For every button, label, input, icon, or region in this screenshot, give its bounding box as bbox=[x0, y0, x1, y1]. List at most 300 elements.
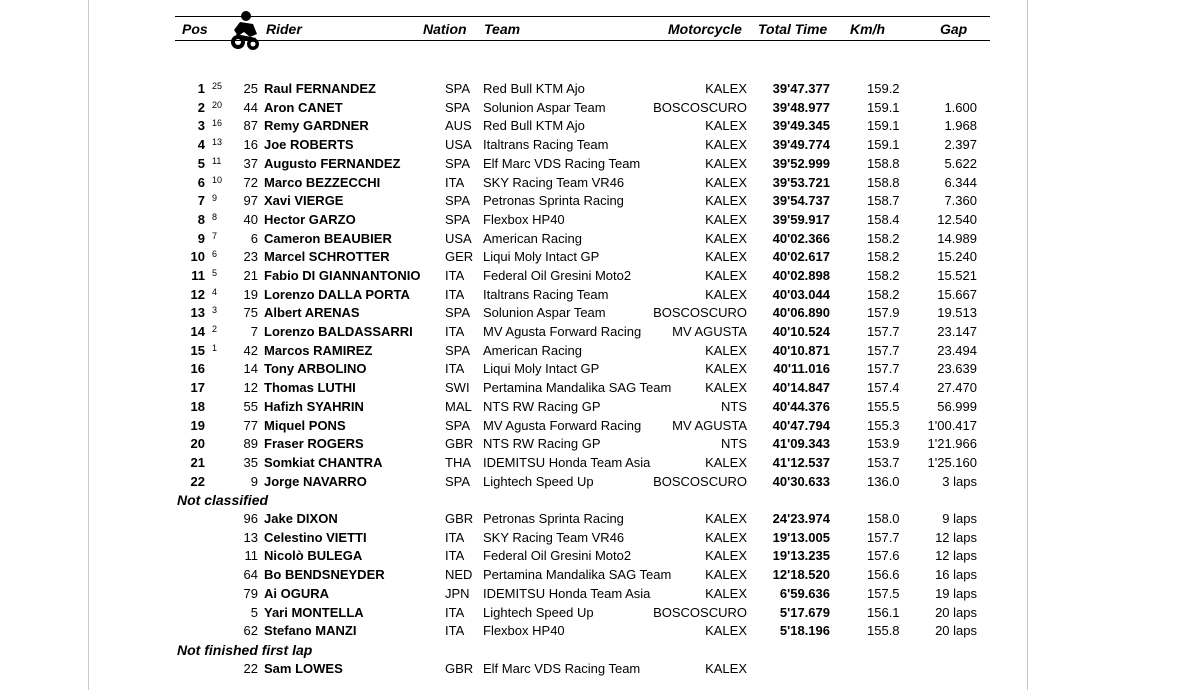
team: MV Agusta Forward Racing bbox=[483, 418, 642, 433]
speed-kmh: 157.7 bbox=[867, 361, 900, 376]
result-row bbox=[175, 604, 990, 622]
total-time: 39'52.999 bbox=[772, 156, 830, 171]
gap: 15.240 bbox=[937, 249, 977, 264]
nation: ITA bbox=[445, 361, 465, 376]
motorcycle: BOSCOSCURO bbox=[653, 305, 747, 320]
total-time: 40'11.016 bbox=[773, 361, 830, 376]
rider-number: 64 bbox=[243, 567, 258, 582]
gap: 14.989 bbox=[937, 231, 977, 246]
result-row bbox=[175, 267, 990, 285]
gap: 15.521 bbox=[937, 268, 977, 283]
header-rule-top bbox=[175, 16, 990, 17]
nation: AUS bbox=[445, 118, 472, 133]
speed-kmh: 158.2 bbox=[867, 268, 900, 283]
result-row bbox=[175, 660, 990, 678]
rider-name: Xavi VIERGE bbox=[264, 193, 344, 208]
rider-number: 79 bbox=[243, 586, 258, 601]
nation: SPA bbox=[445, 81, 471, 96]
nation: SPA bbox=[445, 343, 471, 358]
team: Italtrans Racing Team bbox=[483, 137, 609, 152]
points: 13 bbox=[212, 137, 223, 147]
header-total-time: Total Time bbox=[758, 21, 828, 37]
speed-kmh: 136.0 bbox=[867, 474, 900, 489]
points: 8 bbox=[212, 212, 218, 222]
result-row bbox=[175, 379, 990, 397]
motorcycle: KALEX bbox=[705, 530, 747, 545]
nation: MAL bbox=[445, 399, 472, 414]
total-time: 39'49.774 bbox=[772, 137, 830, 152]
rider-number: 96 bbox=[243, 511, 258, 526]
position: 5 bbox=[197, 156, 205, 171]
motorcycle: KALEX bbox=[705, 81, 747, 96]
motorcycle: KALEX bbox=[705, 268, 747, 283]
result-row bbox=[175, 398, 990, 416]
nation: ITA bbox=[445, 548, 465, 563]
team: SKY Racing Team VR46 bbox=[483, 175, 625, 190]
nation: ITA bbox=[445, 175, 465, 190]
nation: USA bbox=[445, 231, 472, 246]
points: 4 bbox=[212, 287, 218, 297]
speed-kmh: 157.9 bbox=[867, 305, 900, 320]
rider-number: 5 bbox=[250, 605, 258, 620]
position: 14 bbox=[190, 324, 205, 339]
gap: 23.147 bbox=[937, 324, 977, 339]
team: NTS RW Racing GP bbox=[483, 436, 601, 451]
nation: SPA bbox=[445, 418, 471, 433]
gap: 16 laps bbox=[935, 567, 977, 582]
points: 5 bbox=[212, 268, 218, 278]
total-time: 41'12.537 bbox=[772, 455, 830, 470]
points: 3 bbox=[212, 305, 218, 315]
motorcycle: KALEX bbox=[705, 548, 747, 563]
total-time: 40'47.794 bbox=[772, 418, 830, 433]
result-row bbox=[175, 286, 990, 304]
rider-number: 40 bbox=[243, 212, 258, 227]
gap: 1.968 bbox=[944, 118, 977, 133]
points: 16 bbox=[212, 118, 223, 128]
section-not-classified: Not classified bbox=[177, 492, 269, 508]
nation: SPA bbox=[445, 156, 471, 171]
position: 18 bbox=[190, 399, 205, 414]
speed-kmh: 157.4 bbox=[867, 380, 900, 395]
nation: GBR bbox=[445, 511, 474, 526]
rider-number: 97 bbox=[243, 193, 258, 208]
header-nation: Nation bbox=[423, 21, 467, 37]
nation: ITA bbox=[445, 530, 465, 545]
speed-kmh: 155.3 bbox=[867, 418, 900, 433]
position: 6 bbox=[197, 175, 205, 190]
gap: 12 laps bbox=[935, 548, 977, 563]
rider-number: 44 bbox=[243, 100, 258, 115]
rider-name: Augusto FERNANDEZ bbox=[264, 156, 401, 171]
rider-name: Hector GARZO bbox=[264, 212, 356, 227]
nation: THA bbox=[445, 455, 471, 470]
team: SKY Racing Team VR46 bbox=[483, 530, 625, 545]
speed-kmh: 158.8 bbox=[867, 175, 900, 190]
result-row bbox=[175, 230, 990, 248]
rider-name: Sam LOWES bbox=[264, 661, 343, 676]
total-time: 40'30.633 bbox=[772, 474, 830, 489]
points: 7 bbox=[212, 231, 218, 241]
points: 1 bbox=[212, 343, 218, 353]
rider-number: 22 bbox=[243, 661, 258, 676]
gap: 20 laps bbox=[935, 623, 977, 638]
rider-number: 37 bbox=[243, 156, 258, 171]
total-time: 6'59.636 bbox=[779, 586, 830, 601]
rider-number: 35 bbox=[243, 455, 258, 470]
team: Red Bull KTM Ajo bbox=[483, 81, 585, 96]
header-rule-bottom bbox=[175, 40, 990, 41]
rider-number: 14 bbox=[243, 361, 258, 376]
rider-name: Lorenzo DALLA PORTA bbox=[264, 287, 410, 302]
header-gap: Gap bbox=[940, 21, 968, 37]
team: Flexbox HP40 bbox=[483, 623, 565, 638]
team: American Racing bbox=[483, 343, 582, 358]
result-row bbox=[175, 80, 990, 98]
points: 11 bbox=[212, 156, 222, 166]
result-row bbox=[175, 417, 990, 435]
motorcycle: KALEX bbox=[705, 343, 747, 358]
total-time: 39'53.721 bbox=[772, 175, 830, 190]
rider-name: Ai OGURA bbox=[264, 586, 329, 601]
gap: 20 laps bbox=[935, 605, 977, 620]
rider-number: 21 bbox=[243, 268, 258, 283]
gap: 3 laps bbox=[942, 474, 977, 489]
motorcycle: MV AGUSTA bbox=[672, 418, 747, 433]
team: Federal Oil Gresini Moto2 bbox=[483, 548, 632, 563]
result-row bbox=[175, 435, 990, 453]
team: Pertamina Mandalika SAG Team bbox=[483, 567, 672, 582]
speed-kmh: 157.7 bbox=[867, 343, 900, 358]
header-motorcycle: Motorcycle bbox=[668, 21, 742, 37]
position: 17 bbox=[190, 380, 205, 395]
rider-name: Bo BENDSNEYDER bbox=[264, 567, 385, 582]
position: 12 bbox=[190, 287, 205, 302]
rider-number: 11 bbox=[244, 548, 258, 563]
result-row bbox=[175, 360, 990, 378]
speed-kmh: 158.7 bbox=[867, 193, 900, 208]
result-row bbox=[175, 342, 990, 360]
motorcycle: NTS bbox=[721, 399, 747, 414]
speed-kmh: 153.7 bbox=[867, 455, 900, 470]
rider-name: Nicolò BULEGA bbox=[264, 548, 363, 563]
total-time: 40'06.890 bbox=[772, 305, 830, 320]
rider-name: Jorge NAVARRO bbox=[264, 474, 367, 489]
result-row bbox=[175, 566, 990, 584]
result-row bbox=[175, 192, 990, 210]
nation: ITA bbox=[445, 324, 465, 339]
team: Red Bull KTM Ajo bbox=[483, 118, 585, 133]
nation: ITA bbox=[445, 287, 465, 302]
gap: 7.360 bbox=[944, 193, 977, 208]
position: 20 bbox=[190, 436, 205, 451]
rider-name: Somkiat CHANTRA bbox=[264, 455, 383, 470]
motorcycle: KALEX bbox=[705, 380, 747, 395]
page-border-right bbox=[1027, 0, 1028, 690]
rider-name: Fabio DI GIANNANTONIO bbox=[264, 268, 421, 283]
nation: NED bbox=[445, 567, 473, 582]
speed-kmh: 158.8 bbox=[867, 156, 900, 171]
team: IDEMITSU Honda Team Asia bbox=[483, 455, 651, 470]
rider-name: Marcos RAMIREZ bbox=[264, 343, 373, 358]
result-row bbox=[175, 529, 990, 547]
team: Solunion Aspar Team bbox=[483, 100, 606, 115]
result-row bbox=[175, 473, 990, 491]
nation: USA bbox=[445, 137, 472, 152]
rider-name: Fraser ROGERS bbox=[264, 436, 364, 451]
nation: SPA bbox=[445, 212, 471, 227]
header-team: Team bbox=[484, 21, 521, 37]
nation: ITA bbox=[445, 268, 465, 283]
team: MV Agusta Forward Racing bbox=[483, 324, 642, 339]
total-time: 40'02.898 bbox=[772, 268, 830, 283]
motorcycle: KALEX bbox=[705, 231, 747, 246]
rider-name: Cameron BEAUBIER bbox=[264, 231, 392, 246]
position: 16 bbox=[190, 361, 205, 376]
rider-name: Joe ROBERTS bbox=[264, 137, 354, 152]
team: Liqui Moly Intact GP bbox=[483, 249, 600, 264]
total-time: 39'49.345 bbox=[772, 118, 830, 133]
gap: 2.397 bbox=[944, 137, 977, 152]
motorcycle: KALEX bbox=[705, 586, 747, 601]
speed-kmh: 157.7 bbox=[867, 324, 900, 339]
rider-name: Albert ARENAS bbox=[264, 305, 360, 320]
result-row bbox=[175, 323, 990, 341]
motorcycle: KALEX bbox=[705, 193, 747, 208]
total-time: 40'14.847 bbox=[772, 380, 830, 395]
total-time: 39'48.977 bbox=[772, 100, 830, 115]
position: 13 bbox=[190, 305, 205, 320]
table-header bbox=[175, 20, 990, 42]
position: 22 bbox=[190, 474, 205, 489]
motorcycle: KALEX bbox=[705, 361, 747, 376]
speed-kmh: 159.1 bbox=[867, 118, 900, 133]
motorcycle: KALEX bbox=[705, 175, 747, 190]
result-row bbox=[175, 547, 990, 565]
rider-name: Yari MONTELLA bbox=[264, 605, 364, 620]
gap: 23.639 bbox=[937, 361, 977, 376]
nation: ITA bbox=[445, 623, 465, 638]
nation: GER bbox=[445, 249, 474, 264]
motorcycle: KALEX bbox=[705, 567, 747, 582]
total-time: 12'18.520 bbox=[772, 567, 830, 582]
total-time: 5'18.196 bbox=[779, 623, 830, 638]
rider-name: Raul FERNANDEZ bbox=[264, 81, 376, 96]
nation: SPA bbox=[445, 193, 471, 208]
position: 2 bbox=[197, 100, 205, 115]
team: Elf Marc VDS Racing Team bbox=[483, 661, 641, 676]
motorcycle: KALEX bbox=[705, 249, 747, 264]
total-time: 40'10.871 bbox=[772, 343, 830, 358]
gap: 6.344 bbox=[944, 175, 977, 190]
speed-kmh: 156.1 bbox=[867, 605, 900, 620]
results-document bbox=[175, 14, 990, 690]
gap: 9 laps bbox=[942, 511, 977, 526]
total-time: 40'44.376 bbox=[772, 399, 830, 414]
points: 20 bbox=[212, 100, 223, 110]
gap: 15.667 bbox=[937, 287, 977, 302]
points: 6 bbox=[212, 249, 218, 259]
rider-name: Jake DIXON bbox=[264, 511, 338, 526]
speed-kmh: 157.5 bbox=[867, 586, 900, 601]
team: Solunion Aspar Team bbox=[483, 305, 606, 320]
rider-name: Marcel SCHROTTER bbox=[264, 249, 390, 264]
gap: 1'00.417 bbox=[927, 418, 977, 433]
total-time: 5'17.679 bbox=[779, 605, 830, 620]
points: 10 bbox=[212, 175, 223, 185]
gap: 1'21.966 bbox=[927, 436, 977, 451]
rider-number: 42 bbox=[243, 343, 258, 358]
team: Petronas Sprinta Racing bbox=[483, 511, 624, 526]
gap: 19.513 bbox=[937, 305, 977, 320]
header-rider: Rider bbox=[266, 21, 302, 37]
gap: 1'25.160 bbox=[927, 455, 977, 470]
rider-name: Miquel PONS bbox=[264, 418, 346, 433]
motorcycle: KALEX bbox=[705, 118, 747, 133]
team: Federal Oil Gresini Moto2 bbox=[483, 268, 632, 283]
rider-name: Thomas LUTHI bbox=[264, 380, 356, 395]
team: Pertamina Mandalika SAG Team bbox=[483, 380, 672, 395]
total-time: 39'47.377 bbox=[772, 81, 830, 96]
points: 25 bbox=[212, 81, 223, 91]
nation: SPA bbox=[445, 305, 471, 320]
motorcycle: KALEX bbox=[705, 623, 747, 638]
header-pos: Pos bbox=[182, 21, 208, 37]
total-time: 19'13.235 bbox=[772, 548, 830, 563]
total-time: 40'02.366 bbox=[772, 231, 830, 246]
gap: 1.600 bbox=[944, 100, 977, 115]
result-row bbox=[175, 248, 990, 266]
position: 8 bbox=[197, 212, 205, 227]
rider-name: Remy GARDNER bbox=[264, 118, 369, 133]
motorcycle: KALEX bbox=[705, 212, 747, 227]
team: American Racing bbox=[483, 231, 582, 246]
gap: 56.999 bbox=[937, 399, 977, 414]
team: Liqui Moly Intact GP bbox=[483, 361, 600, 376]
rider-number: 13 bbox=[243, 530, 258, 545]
position: 9 bbox=[197, 231, 205, 246]
speed-kmh: 158.2 bbox=[867, 249, 900, 264]
motorcycle: BOSCOSCURO bbox=[653, 605, 747, 620]
total-time: 40'02.617 bbox=[772, 249, 830, 264]
speed-kmh: 159.1 bbox=[867, 100, 900, 115]
speed-kmh: 156.6 bbox=[867, 567, 900, 582]
rider-number: 23 bbox=[243, 249, 258, 264]
motorcycle: KALEX bbox=[705, 137, 747, 152]
rider-number: 12 bbox=[243, 380, 258, 395]
position: 1 bbox=[197, 81, 205, 96]
team: Elf Marc VDS Racing Team bbox=[483, 156, 641, 171]
motorcycle: KALEX bbox=[705, 156, 747, 171]
result-row bbox=[175, 211, 990, 229]
result-row bbox=[175, 454, 990, 472]
position: 4 bbox=[197, 137, 205, 152]
speed-kmh: 159.2 bbox=[867, 81, 900, 96]
rider-name: Marco BEZZECCHI bbox=[264, 175, 381, 190]
speed-kmh: 158.0 bbox=[867, 511, 900, 526]
rider-name: Stefano MANZI bbox=[264, 623, 357, 638]
nation: GBR bbox=[445, 661, 474, 676]
position: 7 bbox=[197, 193, 205, 208]
rider-number: 16 bbox=[243, 137, 258, 152]
total-time: 40'03.044 bbox=[772, 287, 830, 302]
rider-number: 19 bbox=[243, 287, 258, 302]
gap: 12.540 bbox=[937, 212, 977, 227]
rider-number: 77 bbox=[243, 418, 258, 433]
rider-number: 62 bbox=[243, 623, 258, 638]
rider-number: 72 bbox=[243, 175, 258, 190]
nation: SWI bbox=[445, 380, 470, 395]
points: 2 bbox=[212, 324, 218, 334]
rider-number: 75 bbox=[243, 305, 258, 320]
speed-kmh: 158.4 bbox=[867, 212, 900, 227]
rider-name: Lorenzo BALDASSARRI bbox=[264, 324, 413, 339]
nation: JPN bbox=[445, 586, 470, 601]
nation: GBR bbox=[445, 436, 474, 451]
team: Petronas Sprinta Racing bbox=[483, 193, 624, 208]
position: 19 bbox=[190, 418, 205, 433]
total-time: 39'54.737 bbox=[772, 193, 830, 208]
gap: 27.470 bbox=[937, 380, 977, 395]
rider-number: 7 bbox=[250, 324, 258, 339]
speed-kmh: 155.5 bbox=[867, 399, 900, 414]
total-time: 24'23.974 bbox=[772, 511, 830, 526]
result-row bbox=[175, 117, 990, 135]
speed-kmh: 157.6 bbox=[867, 548, 900, 563]
rider-name: Aron CANET bbox=[264, 100, 343, 115]
rider-name: Hafizh SYAHRIN bbox=[264, 399, 364, 414]
motorcycle: BOSCOSCURO bbox=[653, 100, 747, 115]
motorcycle: KALEX bbox=[705, 455, 747, 470]
gap: 5.622 bbox=[944, 156, 977, 171]
rider-number: 89 bbox=[243, 436, 258, 451]
position: 10 bbox=[190, 249, 205, 264]
result-row bbox=[175, 155, 990, 173]
total-time: 40'10.524 bbox=[772, 324, 830, 339]
nation: SPA bbox=[445, 100, 471, 115]
result-row bbox=[175, 99, 990, 117]
nation: ITA bbox=[445, 605, 465, 620]
rider-number: 25 bbox=[243, 81, 258, 96]
result-row bbox=[175, 174, 990, 192]
result-row bbox=[175, 136, 990, 154]
gap: 23.494 bbox=[937, 343, 977, 358]
rider-number: 9 bbox=[250, 474, 258, 489]
position: 15 bbox=[190, 343, 205, 358]
gap: 12 laps bbox=[935, 530, 977, 545]
motorcycle: KALEX bbox=[705, 511, 747, 526]
team: Italtrans Racing Team bbox=[483, 287, 609, 302]
team: NTS RW Racing GP bbox=[483, 399, 601, 414]
result-row bbox=[175, 304, 990, 322]
position: 21 bbox=[190, 455, 205, 470]
speed-kmh: 153.9 bbox=[867, 436, 900, 451]
rider-name: Celestino VIETTI bbox=[264, 530, 367, 545]
motorcycle: KALEX bbox=[705, 287, 747, 302]
rider-number: 87 bbox=[243, 118, 258, 133]
position: 11 bbox=[191, 268, 205, 283]
section-not-finished: Not finished first lap bbox=[177, 642, 313, 658]
result-row bbox=[175, 585, 990, 603]
team: IDEMITSU Honda Team Asia bbox=[483, 586, 651, 601]
motorcycle: KALEX bbox=[705, 661, 747, 676]
result-row bbox=[175, 622, 990, 640]
speed-kmh: 158.2 bbox=[867, 287, 900, 302]
rider-name: Tony ARBOLINO bbox=[264, 361, 367, 376]
motorcycle: BOSCOSCURO bbox=[653, 474, 747, 489]
rider-number: 55 bbox=[243, 399, 258, 414]
rider-number: 6 bbox=[250, 231, 258, 246]
